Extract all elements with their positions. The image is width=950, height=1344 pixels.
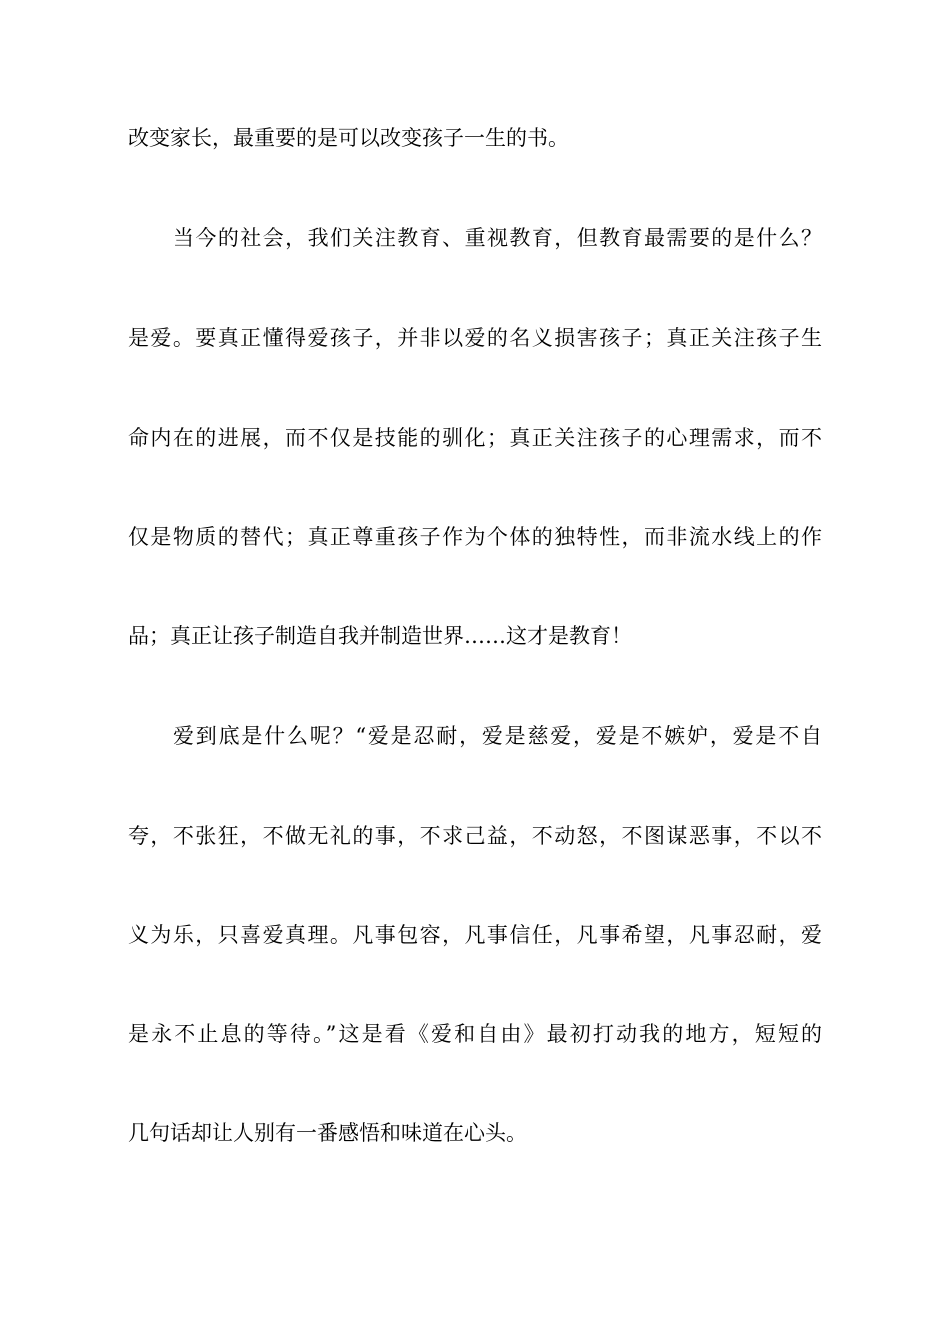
text-line-2: 当今的社会，我们关注教育、重视教育，但教育最需要的是什么？ [173,226,822,250]
text-line-6: 品；真正让孩子制造自我并制造世界……这才是教育！ [128,624,632,648]
text-line-7: 爱到底是什么呢？“爱是忍耐，爱是慈爱，爱是不嫉妒，爱是不自 [173,724,822,748]
text-line-3: 是爱。要真正懂得爱孩子，并非以爱的名义损害孩子；真正关注孩子生 [128,326,822,350]
text-line-9: 义为乐，只喜爱真理。凡事包容，凡事信任，凡事希望，凡事忍耐，爱 [128,923,822,947]
text-line-5: 仅是物质的替代；真正尊重孩子作为个体的独特性，而非流水线上的作 [128,525,822,549]
text-line-4: 命内在的进展，而不仅是技能的驯化；真正关注孩子的心理需求，而不 [128,426,822,450]
text-line-11: 几句话却让人别有一番感悟和味道在心头。 [128,1121,527,1145]
text-line-10: 是永不止息的等待。”这是看《爱和自由》最初打动我的地方，短短的 [128,1022,822,1046]
text-line-8: 夸，不张狂，不做无礼的事，不求己益，不动怒，不图谋恶事，不以不 [128,824,822,848]
text-line-1: 改变家长，最重要的是可以改变孩子一生的书。 [128,126,569,150]
